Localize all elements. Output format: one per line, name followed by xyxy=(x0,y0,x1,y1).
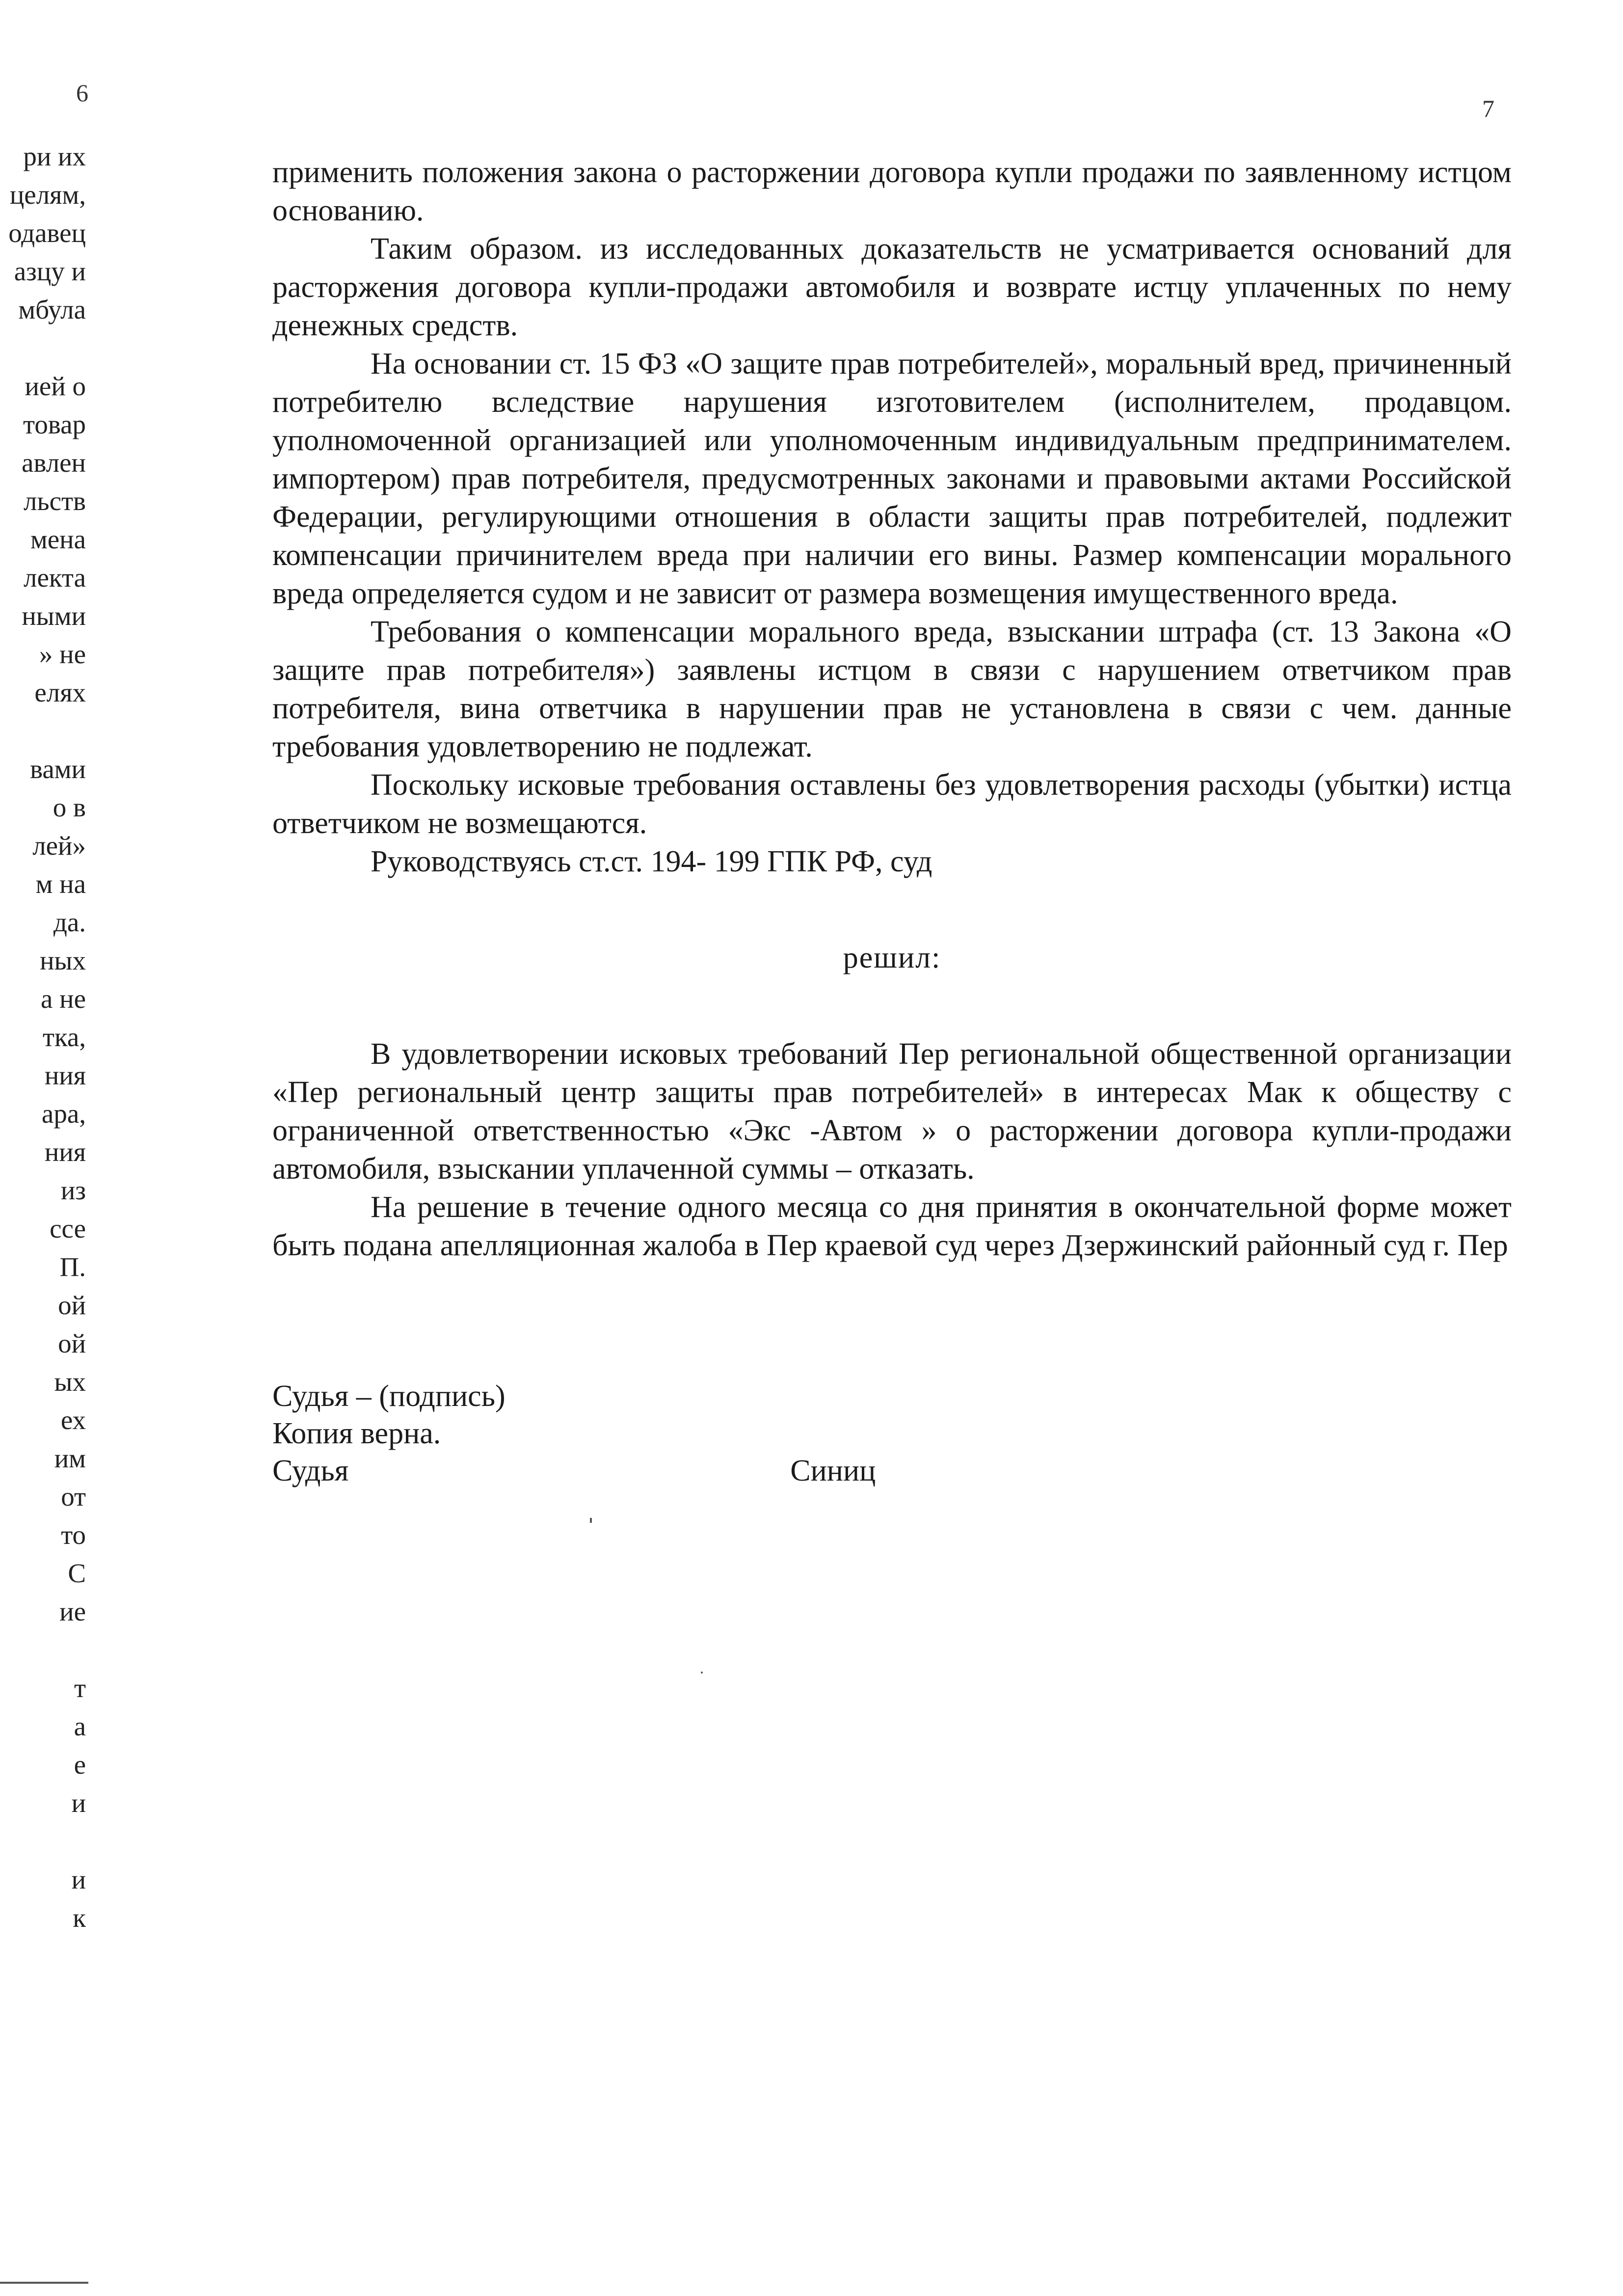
previous-page-fragment-line: лей» xyxy=(32,831,86,861)
previous-page-fragment-line: мбула xyxy=(18,295,86,324)
previous-page-fragment-line: лекта xyxy=(24,563,86,593)
previous-page-fragment-line: то xyxy=(61,1520,86,1550)
previous-page-fragment-line: ех xyxy=(60,1405,86,1435)
previous-page-fragment-line: от xyxy=(61,1482,86,1512)
paragraph-guided-by: Руководствуясь ст.ст. 194- 199 ГПК РФ, суд xyxy=(371,845,932,878)
previous-page-fragment-line: товар xyxy=(23,409,86,439)
previous-page-fragment-line: м на xyxy=(35,869,86,899)
previous-page-fragment-line: авлен xyxy=(22,448,86,478)
previous-page-fragment-line: да. xyxy=(53,907,86,937)
previous-page-fragment-line: а xyxy=(74,1711,86,1741)
previous-page-fragment-line xyxy=(0,1822,86,1861)
previous-page-number: 6 xyxy=(76,79,88,107)
previous-page-fragment-line: ссе xyxy=(50,1214,86,1243)
previous-page-fragment-line: ара, xyxy=(41,1099,86,1129)
page-number: 7 xyxy=(1482,95,1494,122)
previous-page-fragment-line: целям, xyxy=(9,180,86,210)
paragraph-moral-damage-claims: Требования о компенсации морального вреда, взыскании штрафа (ст. 13 Закона «О защите прав потребителя») заявлены истцом в связи с нарушением ответчиком прав потребителя, вина ответчика в нарушении прав не установлена в связи с чем. данные требования удовлетворению не подлежат. xyxy=(272,615,1512,763)
document-body xyxy=(272,153,1512,1489)
previous-page-fragment-line: П. xyxy=(59,1252,86,1282)
previous-page-fragment-line: о в xyxy=(53,792,86,822)
copy-certified-line: Копия верна. xyxy=(272,1417,441,1450)
signature-block xyxy=(272,1378,1512,1489)
previous-page-fragment-line: и xyxy=(71,1788,86,1818)
previous-page-fragment-line: к xyxy=(73,1903,86,1933)
previous-page-fragment-line: елях xyxy=(34,677,86,707)
previous-page-fragment-line: им xyxy=(54,1443,86,1473)
previous-page-fragment-line: ными xyxy=(22,601,86,631)
previous-page-fragment-line: ие xyxy=(59,1596,86,1626)
previous-page-fragment-line: мена xyxy=(30,524,86,554)
paragraph-continuation: применить положения закона о расторжении договора купли продажи по заявленному истцом основанию. xyxy=(272,156,1512,227)
judge-name-row xyxy=(272,1452,1512,1489)
previous-page-fragment-line: ния xyxy=(44,1060,86,1090)
paragraph-expenses: Поскольку исковые требования оставлены без удовлетворения расходы (убытки) истца ответчиком не возмещаются. xyxy=(272,768,1512,840)
previous-page-fragment-line xyxy=(0,1631,86,1669)
scan-artifact-tick xyxy=(590,1518,592,1523)
previous-page-fragment-line: е xyxy=(74,1750,86,1780)
previous-page-fragment-line: ых xyxy=(54,1367,86,1397)
previous-page-fragment-line: ри их xyxy=(23,141,86,171)
previous-page-fragment-line: т xyxy=(74,1673,86,1703)
previous-page-fragment-line xyxy=(0,712,86,750)
previous-page-fragment-line: ой xyxy=(58,1290,86,1320)
judge-signature-line: Судья – (подпись) xyxy=(272,1379,506,1413)
paragraph-moral-damage-law: На основании ст. 15 ФЗ «О защите прав потребителей», моральный вред, причиненный потребителю вследствие нарушения изготовителем (исполнителем, продавцом. уполномоченной организацией или уполномоченным индивидуальным предпринимателем. импортером) прав потребителя, предусмотренных законами и правовыми актами Российской Федерации, регулирующими отношения в области защиты прав потребителей, подлежит компенсации причинителем вреда при наличии его вины. Размер компенсации морального вреда определяется судом и не зависит от размера возмещения имущественного вреда. xyxy=(272,347,1512,610)
judge-label: Судья xyxy=(272,1454,349,1487)
previous-page-fragment-line: ой xyxy=(58,1328,86,1358)
previous-page-fragment-line: льств xyxy=(24,486,86,516)
previous-page-fragment-line: ния xyxy=(44,1137,86,1167)
previous-page-fragment-line: одавец xyxy=(8,218,86,248)
previous-page-fragment-line: ных xyxy=(40,945,86,975)
previous-page-fragment-line: С xyxy=(68,1558,86,1588)
previous-page-fragment-line: из xyxy=(60,1175,86,1205)
previous-page-fragment-line: вами xyxy=(30,754,86,784)
previous-page-fragment-line: и xyxy=(71,1864,86,1894)
previous-page-fragment-line: » не xyxy=(39,639,86,669)
previous-page-fragment xyxy=(0,137,86,1937)
scan-artifact-line xyxy=(0,2282,88,2284)
decision-heading: решил: xyxy=(843,941,941,974)
previous-page-fragment-line: азцу и xyxy=(14,256,86,286)
previous-page-fragment-line: тка, xyxy=(42,1022,86,1052)
paragraph-appeal: На решение в течение одного месяца со дня принятия в окончательной форме может быть подана апелляционная жалоба в Пер краевой суд через Дзержинский районный суд г. Пер xyxy=(272,1190,1512,1262)
judge-name: Синиц xyxy=(790,1454,876,1487)
paragraph-decision: В удовлетворении исковых требований Пер региональной общественной организации «Пер региональный центр защиты прав потребителей» в интересах Мак к обществу с ограниченной ответственностью «Экс -Автом » о расторжении договора купли-продажи автомобиля, взыскании уплаченной суммы – отказать. xyxy=(272,1037,1512,1186)
previous-page-fragment-line xyxy=(0,329,86,367)
previous-page-fragment-line: а не xyxy=(40,984,86,1014)
scan-artifact-dot xyxy=(701,1672,703,1674)
paragraph-no-grounds: Таким образом. из исследованных доказательств не усматривается оснований для расторжения договора купли-продажи автомобиля и возврате истцу уплаченных по нему денежных средств. xyxy=(272,232,1512,342)
previous-page-fragment-line: ией о xyxy=(25,371,86,401)
